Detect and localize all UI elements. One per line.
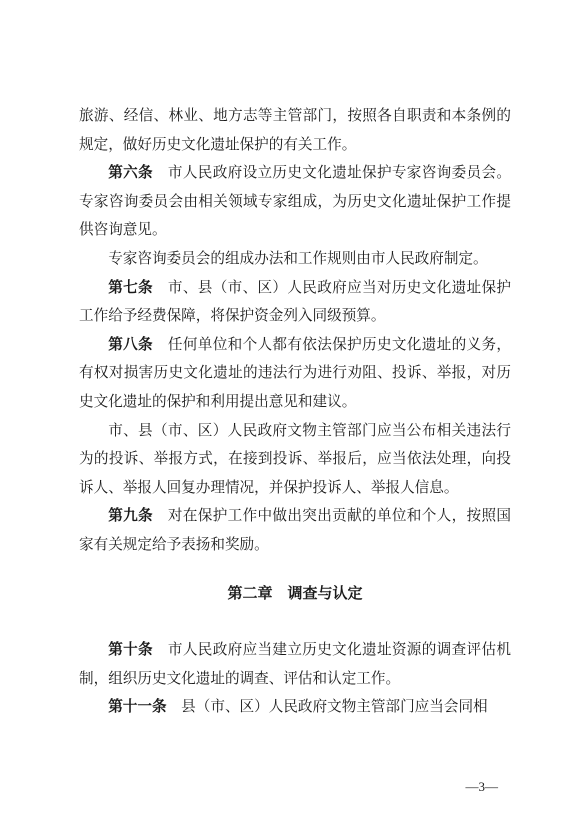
body-text-upper [79,102,511,560]
paragraph-text: 市、县（市、区）人民政府文物主管部门应当公布相关违法行为的投诉、举报方式，在接到投诉、举报后，应当依法处理，向投诉人、举报人回复办理情况，并保护投诉人、举报人信息。 [79,421,511,496]
paragraph-text: 市、县（市、区）人民政府应当对历史文化遗址保护工作给予经费保障，将保护资金列入同级预算。 [79,278,511,325]
article-number: 第六条 [108,164,153,182]
article-number: 第七条 [108,278,153,296]
chapter-title: 第二章 调查与认定 [227,584,363,602]
paragraph-article-9 [79,502,511,559]
paragraph-text: 市人民政府设立历史文化遗址保护专家咨询委员会。专家咨询委员会由相关领域专家组成，为历史文化遗址保护工作提供咨询意见。 [79,164,511,239]
article-number: 第十条 [108,641,153,658]
page-number: —3— [465,779,498,794]
body-text-lower [79,636,511,722]
paragraph-article-11 [79,693,511,722]
article-number: 第八条 [108,335,153,353]
paragraph [79,245,511,274]
article-number: 第九条 [108,507,153,525]
paragraph-article-7 [79,274,511,331]
paragraph-text: 旅游、经信、林业、地方志等主管部门，按照各自职责和本条例的规定，做好历史文化遗址保护的有关工作。 [79,107,511,153]
paragraph-article-8 [79,331,511,417]
paragraph-article-10 [79,636,511,693]
paragraph-text: 对在保护工作中做出突出贡献的单位和个人，按照国家有关规定给予表扬和奖励。 [79,507,511,553]
paragraph-article-6 [79,159,511,245]
paragraph-text: 县（市、区）人民政府文物主管部门应当会同相 [166,698,488,716]
article-number: 第十一条 [108,698,167,716]
paragraph-text: 任何单位和个人都有依法保护历史文化遗址的义务，有权对损害历史文化遗址的违法行为进行劝阻、投诉、举报，对历史文化遗址的保护和利用提出意见和建议。 [79,335,511,410]
paragraph-text: 专家咨询委员会的组成办法和工作规则由市人民政府制定。 [108,249,488,267]
paragraph-text: 市人民政府应当建立历史文化遗址资源的调查评估机制，组织历史文化遗址的调查、评估和认定工作。 [79,641,511,687]
paragraph [79,102,511,159]
paragraph [79,417,511,503]
